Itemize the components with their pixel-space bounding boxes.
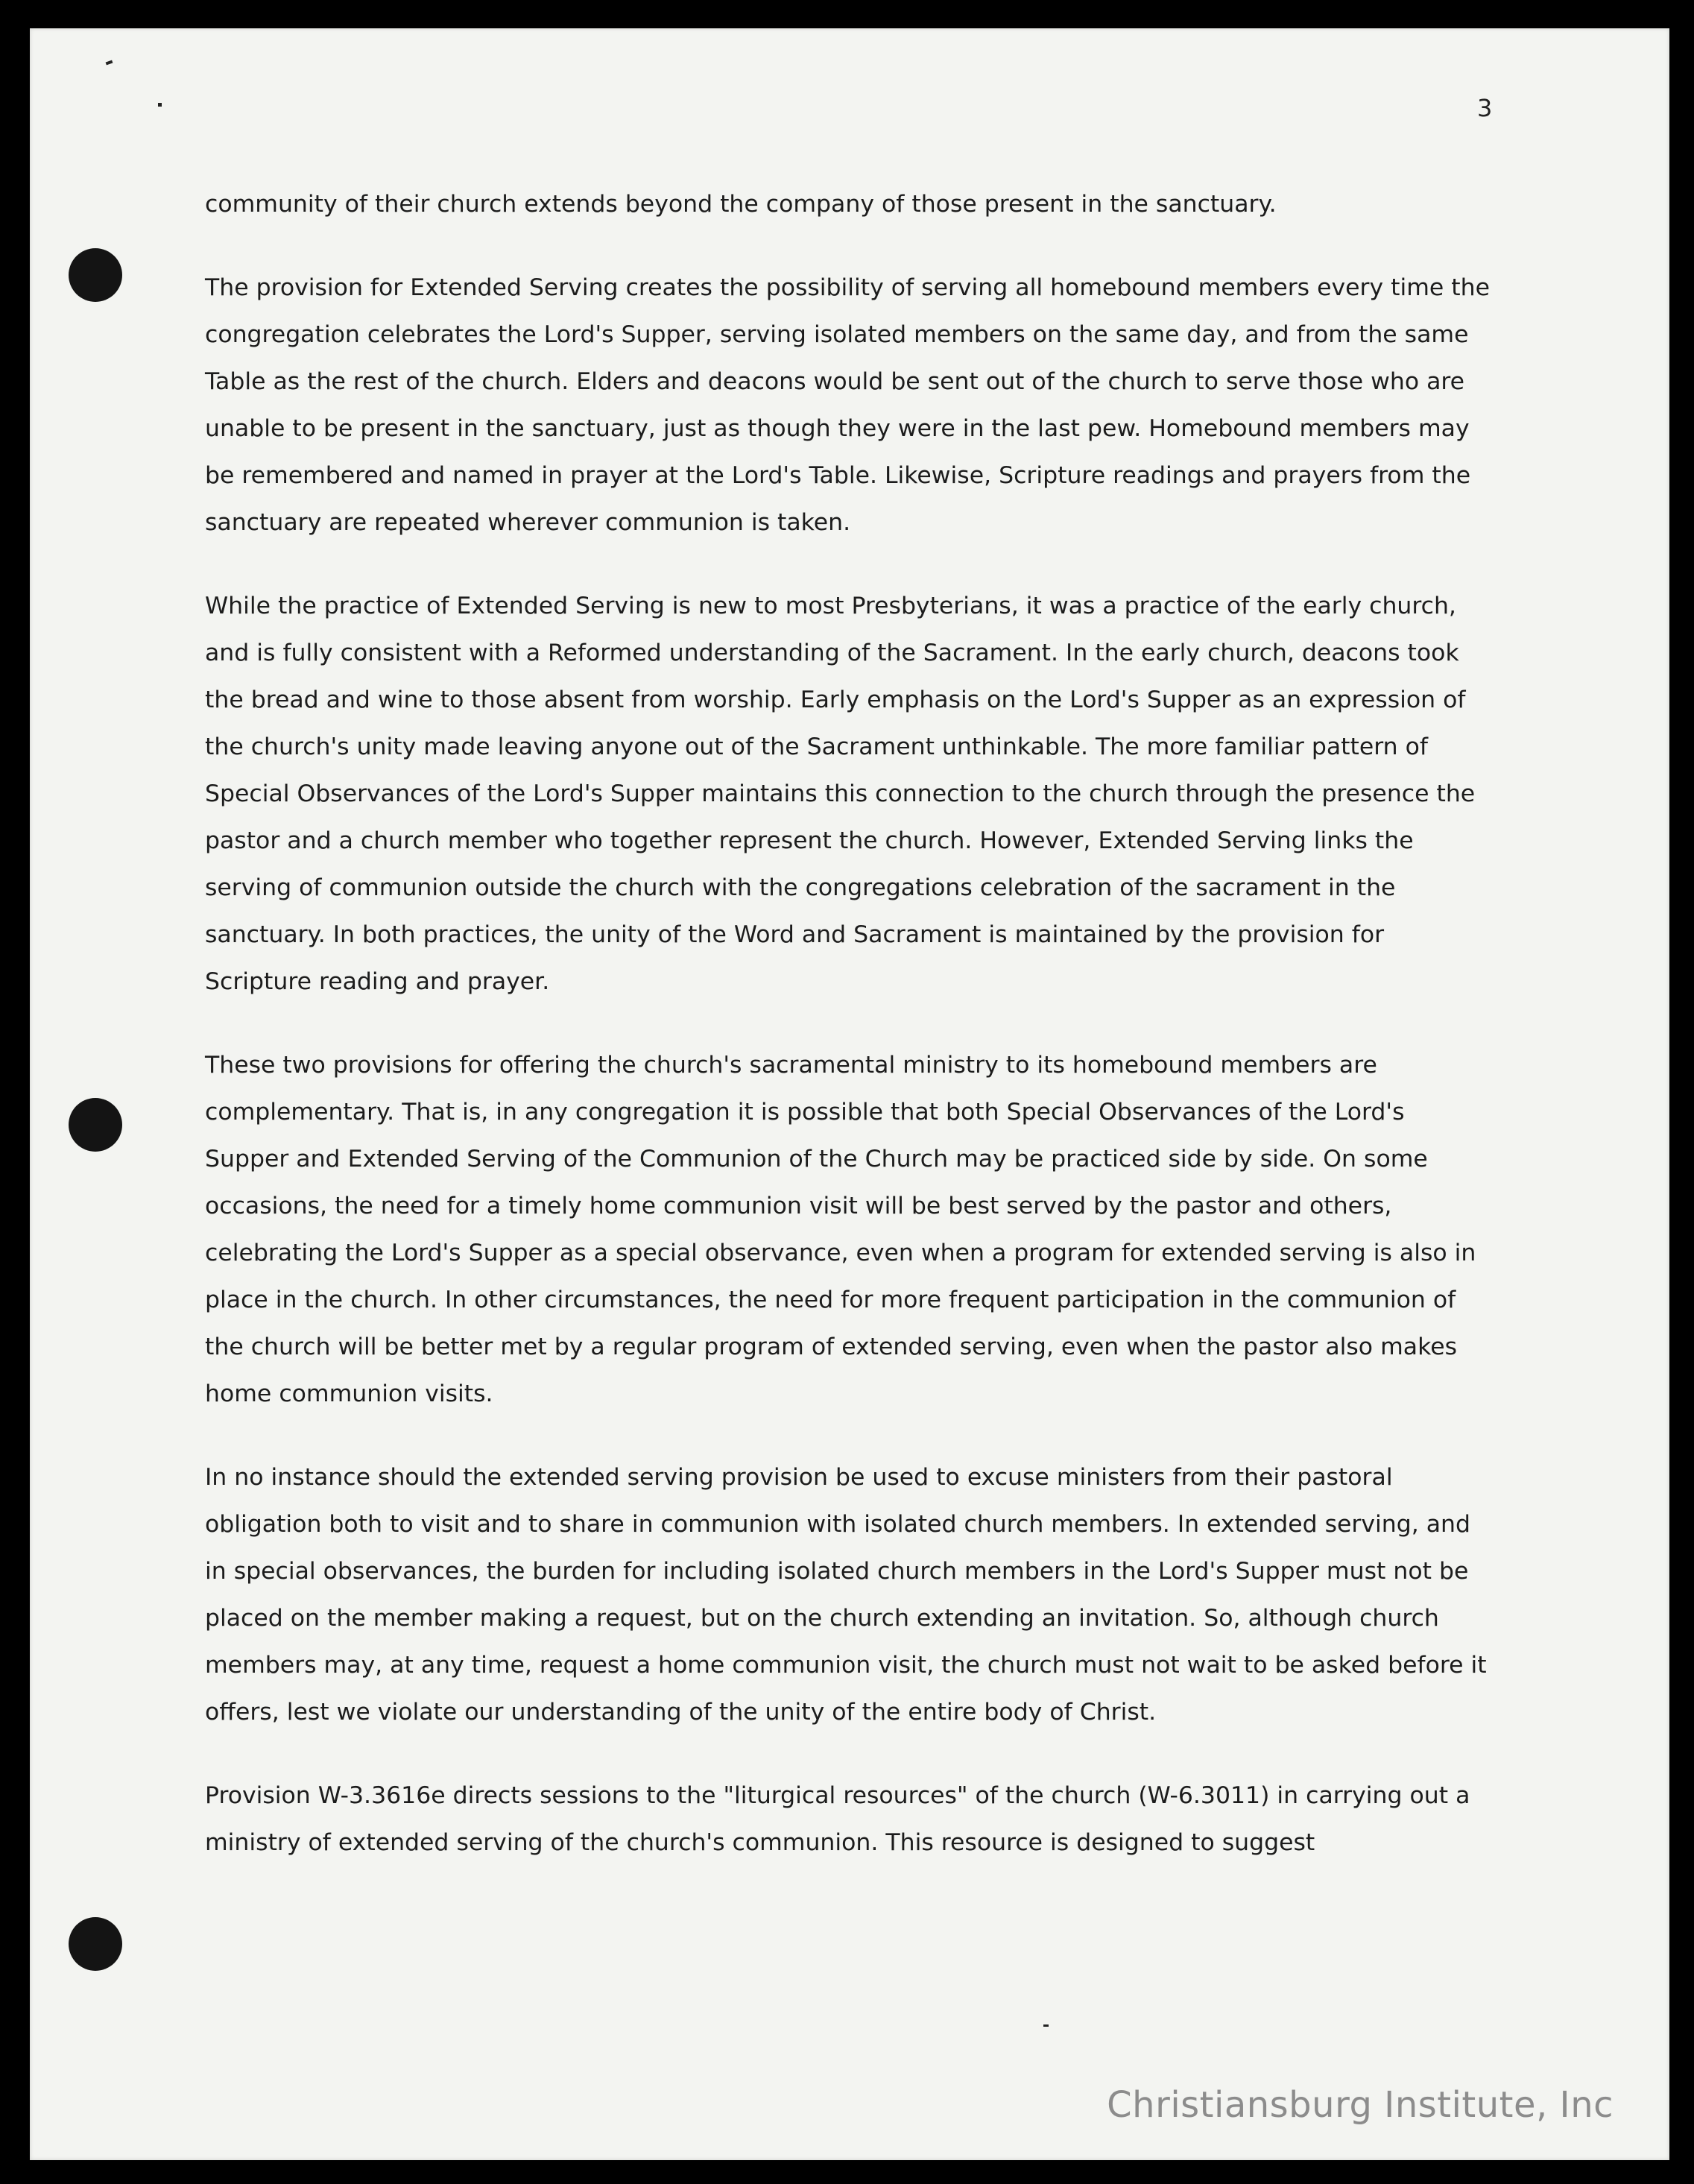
scan-speck (1043, 2024, 1049, 2027)
paragraph: The provision for Extended Serving creates the possibility of serving all homebound members every time the congregation celebrates the Lord's Supper, serving isolated members on the same day, and from the same Table as the rest of the church. Elders and deacons would be sent out of the church to serve those who are unable to be present in the sanctuary, just as though they were in the last pew. Homebound members may be remembered and named in prayer at the Lord's Table. Likewise, Scripture readings and prayers from the sanctuary are repeated wherever communion is taken. (205, 274, 1490, 536)
paragraph: While the practice of Extended Serving is new to most Presbyterians, it was a practice of the early church, and is fully consistent with a Reformed understanding of the Sacrament. In the early church, deacons took the bread and wine to those absent from worship. Early emphasis on the Lord's Supper as an expression of the church's unity made leaving anyone out of the Sacrament unthinkable. The more familiar pattern of Special Observances of the Lord's Supper maintains this connection to the church through the presence the pastor and a church member who together represent the church. However, Extended Serving links the serving of communion outside the church with the congregations celebration of the sacrament in the sanctuary. In both practices, the unity of the Word and Sacrament is maintained by the provision for Scripture reading and prayer. (205, 593, 1476, 995)
punch-hole (69, 1098, 122, 1152)
document-page (30, 28, 1669, 2160)
page-number: 3 (1477, 94, 1494, 122)
paragraph: Provision W-3.3616e directs sessions to the "liturgical resources" of the church (W-6.3011) in carrying out a ministry of extended serving of the church's communion. This resource is designed to suggest (205, 1782, 1470, 1856)
paragraph: In no instance should the extended serving provision be used to excuse ministers from their pastoral obligation both to visit and to share in communion with isolated church members. In extended serving, and in special observances, the burden for including isolated church members in the Lord's Supper must not be placed on the member making a request, but on the church extending an invitation. So, although church members may, at any time, request a home communion visit, the church must not wait to be asked before it offers, lest we violate our understanding of the unity of the entire body of Christ. (205, 1464, 1487, 1726)
paragraph: These two provisions for offering the church's sacramental ministry to its homebound members are complementary. That is, in any congregation it is possible that both Special Observances of the Lord's Supper and Extended Serving of the Communion of the Church may be practiced side by side. On some occasions, the need for a timely home communion visit will be best served by the pastor and others, celebrating the Lord's Supper as a special observance, even when a program for extended serving is also in place in the church. In other circumstances, the need for more frequent participation in the communion of the church will be better met by a regular program of extended serving, even when the pastor also makes home communion visits. (205, 1052, 1476, 1407)
watermark: Christiansburg Institute, Inc (1107, 2084, 1614, 2126)
punch-hole (69, 248, 122, 302)
scan-speck (106, 60, 113, 66)
paragraph: community of their church extends beyond the company of those present in the sanctuary. (205, 191, 1277, 218)
scan-speck (158, 103, 162, 107)
document-body (205, 181, 1491, 1903)
punch-hole (69, 1917, 122, 1971)
